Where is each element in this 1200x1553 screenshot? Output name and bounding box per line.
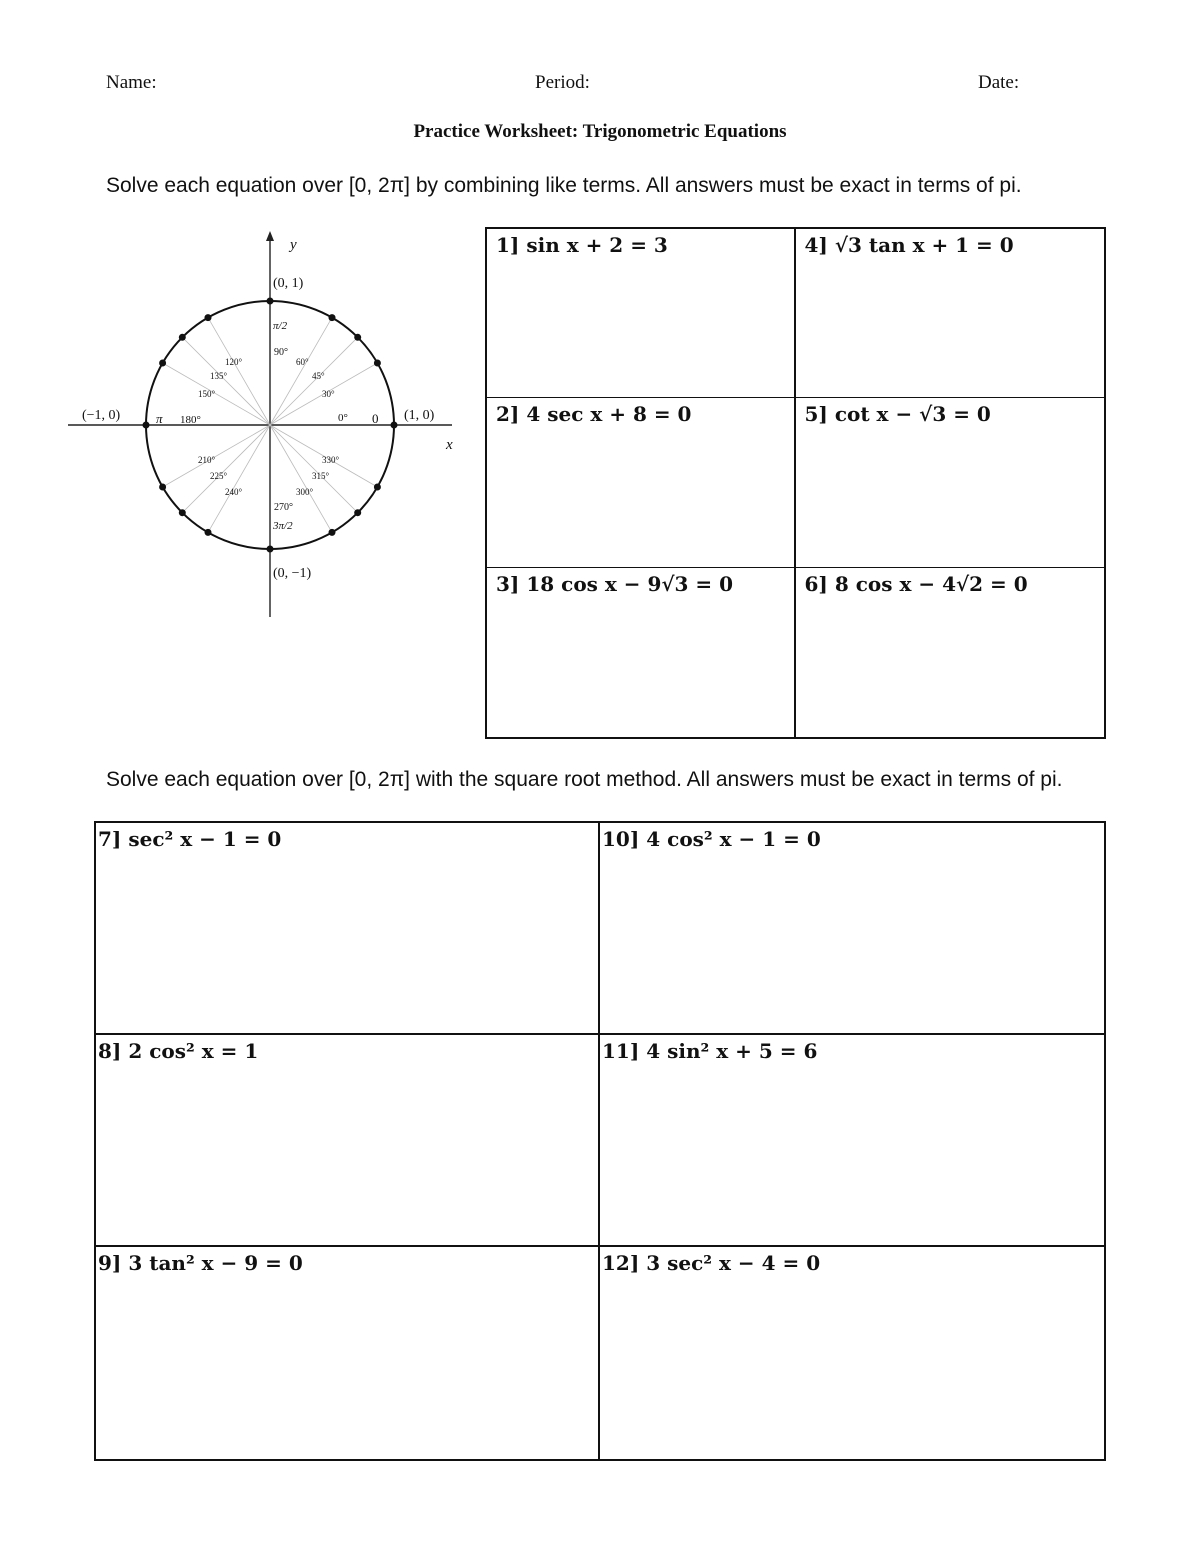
deg-135: 135° bbox=[210, 371, 228, 381]
deg-225: 225° bbox=[210, 471, 228, 481]
problem-2[interactable]: 2] 4 sec x + 8 = 0 bbox=[487, 398, 796, 567]
name-label: Name: bbox=[106, 72, 157, 93]
section1-instructions: Solve each equation over [0, 2π] by combining like terms. All answers must be exact in terms of pi. bbox=[106, 174, 1022, 197]
problem-6[interactable]: 6] 8 cos x − 4√2 = 0 bbox=[804, 571, 1028, 596]
section1-problem-grid bbox=[485, 227, 1106, 739]
problem-1[interactable]: 1] sin x + 2 = 3 bbox=[487, 229, 796, 398]
problem-8[interactable]: 8] 2 cos² x = 1 bbox=[96, 1035, 600, 1247]
label-270: 270° bbox=[274, 502, 293, 513]
unit-circle-diagram bbox=[60, 225, 480, 625]
axis-x-label: x bbox=[446, 437, 453, 453]
label-0deg: 0° bbox=[338, 412, 348, 424]
deg-300: 300° bbox=[296, 487, 314, 497]
point-right-label: (1, 0) bbox=[404, 408, 435, 423]
problem-7[interactable]: 7] sec² x − 1 = 0 bbox=[96, 823, 600, 1035]
problem-12[interactable]: 12] 3 sec² x − 4 = 0 bbox=[602, 1251, 821, 1275]
section2-problem-grid bbox=[94, 821, 1106, 1461]
point-bottom-label: (0, −1) bbox=[273, 566, 312, 581]
deg-45: 45° bbox=[312, 371, 325, 381]
deg-315: 315° bbox=[312, 471, 330, 481]
point-top-label: (0, 1) bbox=[273, 276, 304, 291]
deg-120: 120° bbox=[225, 357, 243, 367]
problem-4[interactable]: 4] √3 tan x + 1 = 0 bbox=[796, 229, 1105, 398]
deg-240: 240° bbox=[225, 487, 243, 497]
deg-30: 30° bbox=[322, 389, 335, 399]
worksheet-title: Practice Worksheet: Trigonometric Equations bbox=[413, 121, 787, 142]
problem-3[interactable]: 3] 18 cos x − 9√3 = 0 bbox=[487, 568, 796, 737]
problem-10[interactable]: 10] 4 cos² x − 1 = 0 bbox=[600, 823, 1104, 1035]
problem-11[interactable]: 11] 4 sin² x + 5 = 6 bbox=[600, 1035, 1104, 1247]
deg-60: 60° bbox=[296, 357, 309, 367]
label-pi: π bbox=[156, 411, 163, 426]
label-pi-2: π/2 bbox=[273, 320, 288, 332]
label-180: 180° bbox=[180, 414, 201, 426]
deg-150: 150° bbox=[198, 389, 216, 399]
point-left-label: (−1, 0) bbox=[82, 408, 121, 423]
axis-y-label: y bbox=[290, 237, 297, 253]
label-0: 0 bbox=[372, 411, 379, 426]
deg-330: 330° bbox=[322, 455, 340, 465]
section2-instructions: Solve each equation over [0, 2π] with the square root method. All answers must be exact in terms of pi. bbox=[106, 768, 1063, 791]
period-label: Period: bbox=[535, 72, 590, 93]
deg-210: 210° bbox=[198, 455, 216, 465]
date-label: Date: bbox=[978, 72, 1020, 93]
label-3pi-2: 3π/2 bbox=[273, 520, 293, 532]
y-axis-arrow bbox=[266, 231, 274, 241]
problem-5[interactable]: 5] cot x − √3 = 0 bbox=[796, 398, 1105, 567]
problem-9[interactable]: 9] 3 tan² x − 9 = 0 bbox=[96, 1247, 600, 1459]
label-90: 90° bbox=[274, 347, 288, 358]
